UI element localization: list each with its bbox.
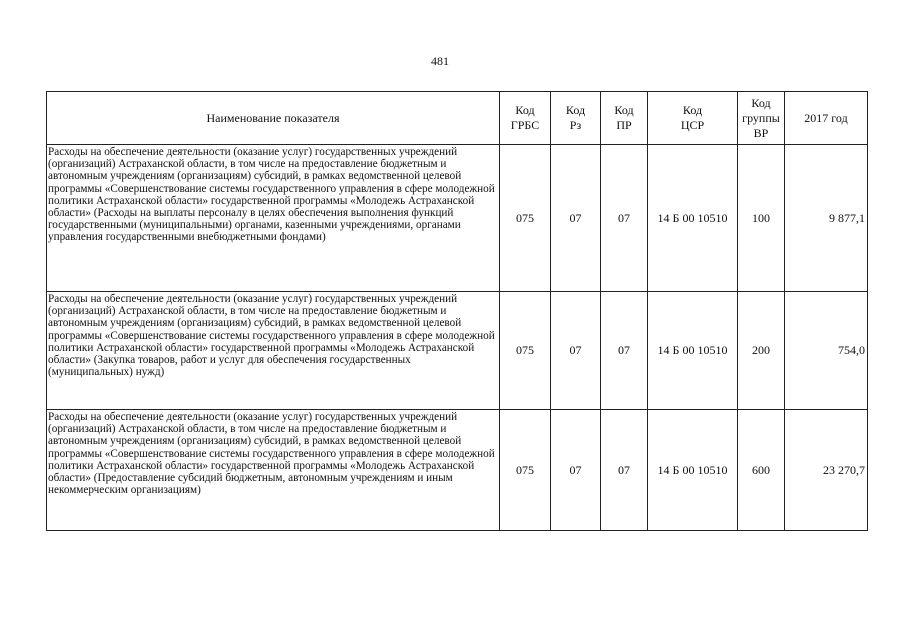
- row-description: Расходы на обеспечение деятельности (оказание услуг) государственных учреждений (организаций) Астраханской области, в том числе на предоставление бюджетным и автономным учреждениям (организациям) субсидий, в рамках ведомственной целевой программы «Совершенствование системы государственного управления в сфере молодежной политики Астраханской области» государственной программы «Молодежь Астраханской области» (Предоставление субсидий бюджетным, автономным учреждениям и иным некоммерческим организациям): [47, 410, 500, 531]
- row-grbs: 075: [500, 292, 551, 410]
- row-rz: 07: [551, 292, 601, 410]
- header-name: Наименование показателя: [47, 92, 500, 145]
- header-vr-line1: Код: [751, 95, 771, 110]
- header-csr-line1: Код: [682, 103, 703, 117]
- row-vr: 100: [738, 145, 785, 292]
- header-pr: [601, 92, 648, 145]
- header-rz: [551, 92, 601, 145]
- header-csr-line2: ЦСР: [680, 118, 705, 132]
- row-amount: 754,0: [785, 292, 868, 410]
- header-vr: [738, 92, 785, 145]
- header-rz-line1: Код: [565, 103, 586, 117]
- header-pr-line1: Код: [614, 103, 634, 117]
- row-description: Расходы на обеспечение деятельности (оказание услуг) государственных учреждений (организаций) Астраханской области, в том числе на предоставление бюджетным и автономным учреждениям (организациям) субсидий, в рамках ведомственной целевой программы «Совершенствование системы государственного управления в сфере молодежной политики Астраханской области» государственной программы «Молодежь Астраханской области» (Закупка товаров, работ и услуг для обеспечения государственных (муниципальных) нужд): [47, 292, 500, 410]
- table-row: [47, 145, 868, 292]
- row-grbs: 075: [500, 410, 551, 531]
- header-vr-line2: группы: [742, 110, 780, 125]
- header-amount: 2017 год: [785, 92, 868, 145]
- header-csr: [648, 92, 738, 145]
- row-csr: 14 Б 00 10510: [648, 145, 738, 292]
- row-csr: 14 Б 00 10510: [648, 410, 738, 531]
- row-pr: 07: [601, 292, 648, 410]
- header-grbs: [500, 92, 551, 145]
- row-grbs: 075: [500, 145, 551, 292]
- row-csr: 14 Б 00 10510: [648, 292, 738, 410]
- row-vr: 600: [738, 410, 785, 531]
- row-rz: 07: [551, 410, 601, 531]
- budget-table: [46, 91, 868, 531]
- header-pr-line2: ПР: [616, 118, 632, 132]
- table-header-row: [47, 92, 868, 145]
- row-vr: 200: [738, 292, 785, 410]
- header-rz-line2: Рз: [569, 118, 582, 132]
- row-rz: 07: [551, 145, 601, 292]
- header-grbs-line2: ГРБС: [510, 118, 540, 132]
- page-number: 481: [431, 54, 449, 68]
- table-row: [47, 410, 868, 531]
- row-pr: 07: [601, 410, 648, 531]
- row-amount: 23 270,7: [785, 410, 868, 531]
- row-amount: 9 877,1: [785, 145, 868, 292]
- header-grbs-line1: Код: [515, 103, 535, 117]
- header-vr-line3: ВР: [753, 125, 769, 140]
- row-description: Расходы на обеспечение деятельности (оказание услуг) государственных учреждений (организаций) Астраханской области, в том числе на предоставление бюджетным и автономным учреждениям (организациям) субсидий, в рамках ведомственной целевой программы «Совершенствование системы государственного управления в сфере молодежной политики Астраханской области» государственной программы «Молодежь Астраханской области» (Расходы на выплаты персоналу в целях обеспечения выполнения функций государственными (муниципальными) органами, казенными учреждениями, органами управления государственными внебюджетными фондами): [47, 145, 500, 292]
- table-row: [47, 292, 868, 410]
- row-pr: 07: [601, 145, 648, 292]
